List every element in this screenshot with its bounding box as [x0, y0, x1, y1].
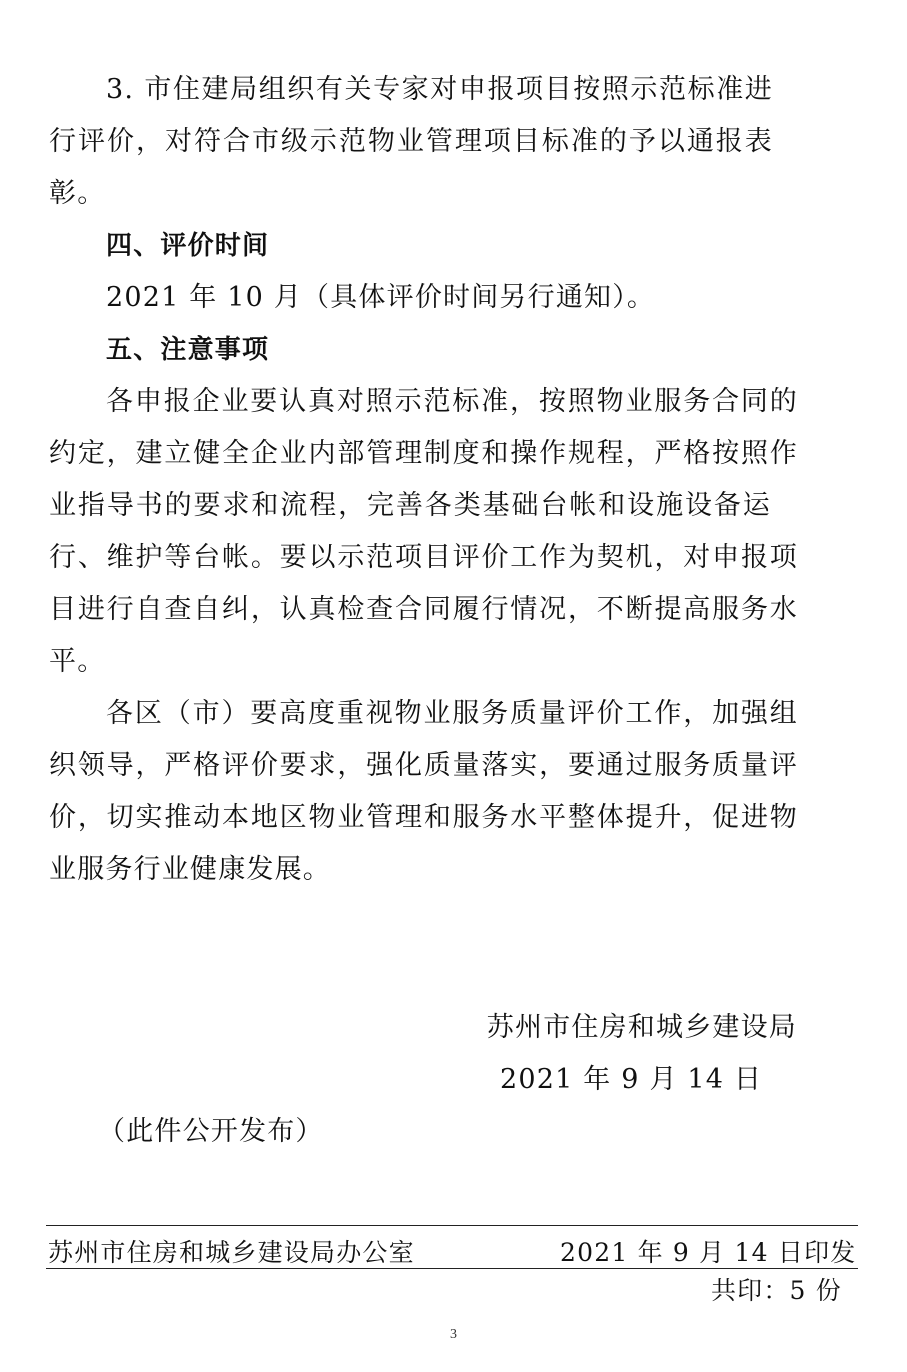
item3-line-1: 3. 市住建局组织有关专家对申报项目按照示范标准进 — [106, 74, 773, 105]
item3-line-3: 彰。 — [49, 178, 106, 209]
page-number: 3 — [450, 1327, 457, 1342]
footer-office: 苏州市住房和城乡建设局办公室 — [48, 1238, 415, 1267]
para2-line-3: 价，切实推动本地区物业管理和服务水平整体提升，促进物 — [49, 802, 798, 833]
para2-line-2: 织领导，严格评价要求，强化质量落实，要通过服务质量评 — [49, 750, 798, 781]
para1-line-4: 行、维护等台帐。要以示范项目评价工作为契机，对申报项 — [49, 542, 798, 573]
para1-line-2: 约定，建立健全企业内部管理制度和操作规程，严格按照作 — [49, 438, 798, 469]
item3-line-2: 行评价，对符合市级示范物业管理项目标准的予以通报表 — [49, 126, 773, 157]
footer-copies: 共印：5 份 — [710, 1276, 842, 1305]
footer-top-rule — [46, 1225, 858, 1226]
signature-issuer: 苏州市住房和城乡建设局 — [486, 1012, 797, 1043]
disclosure-note: （此件公开发布） — [98, 1116, 324, 1147]
section4-text: 2021 年 10 月（具体评价时间另行通知）。 — [106, 282, 656, 313]
para1-line-6: 平。 — [49, 646, 106, 677]
para1-line-3: 业指导书的要求和流程，完善各类基础台帐和设施设备运 — [49, 490, 771, 521]
para2-line-1: 各区（市）要高度重视物业服务质量评价工作，加强组 — [106, 698, 798, 729]
signature-date: 2021 年 9 月 14 日 — [500, 1064, 763, 1095]
para1-line-1: 各申报企业要认真对照示范标准，按照物业服务合同的 — [106, 386, 798, 417]
footer-middle-rule — [46, 1268, 858, 1269]
section4-heading: 四、评价时间 — [106, 231, 270, 261]
section5-heading: 五、注意事项 — [106, 335, 270, 365]
footer-print-date: 2021 年 9 月 14 日印发 — [560, 1238, 857, 1267]
para1-line-5: 目进行自查自纠，认真检查合同履行情况，不断提高服务水 — [49, 594, 798, 625]
para2-line-4: 业服务行业健康发展。 — [49, 854, 331, 885]
